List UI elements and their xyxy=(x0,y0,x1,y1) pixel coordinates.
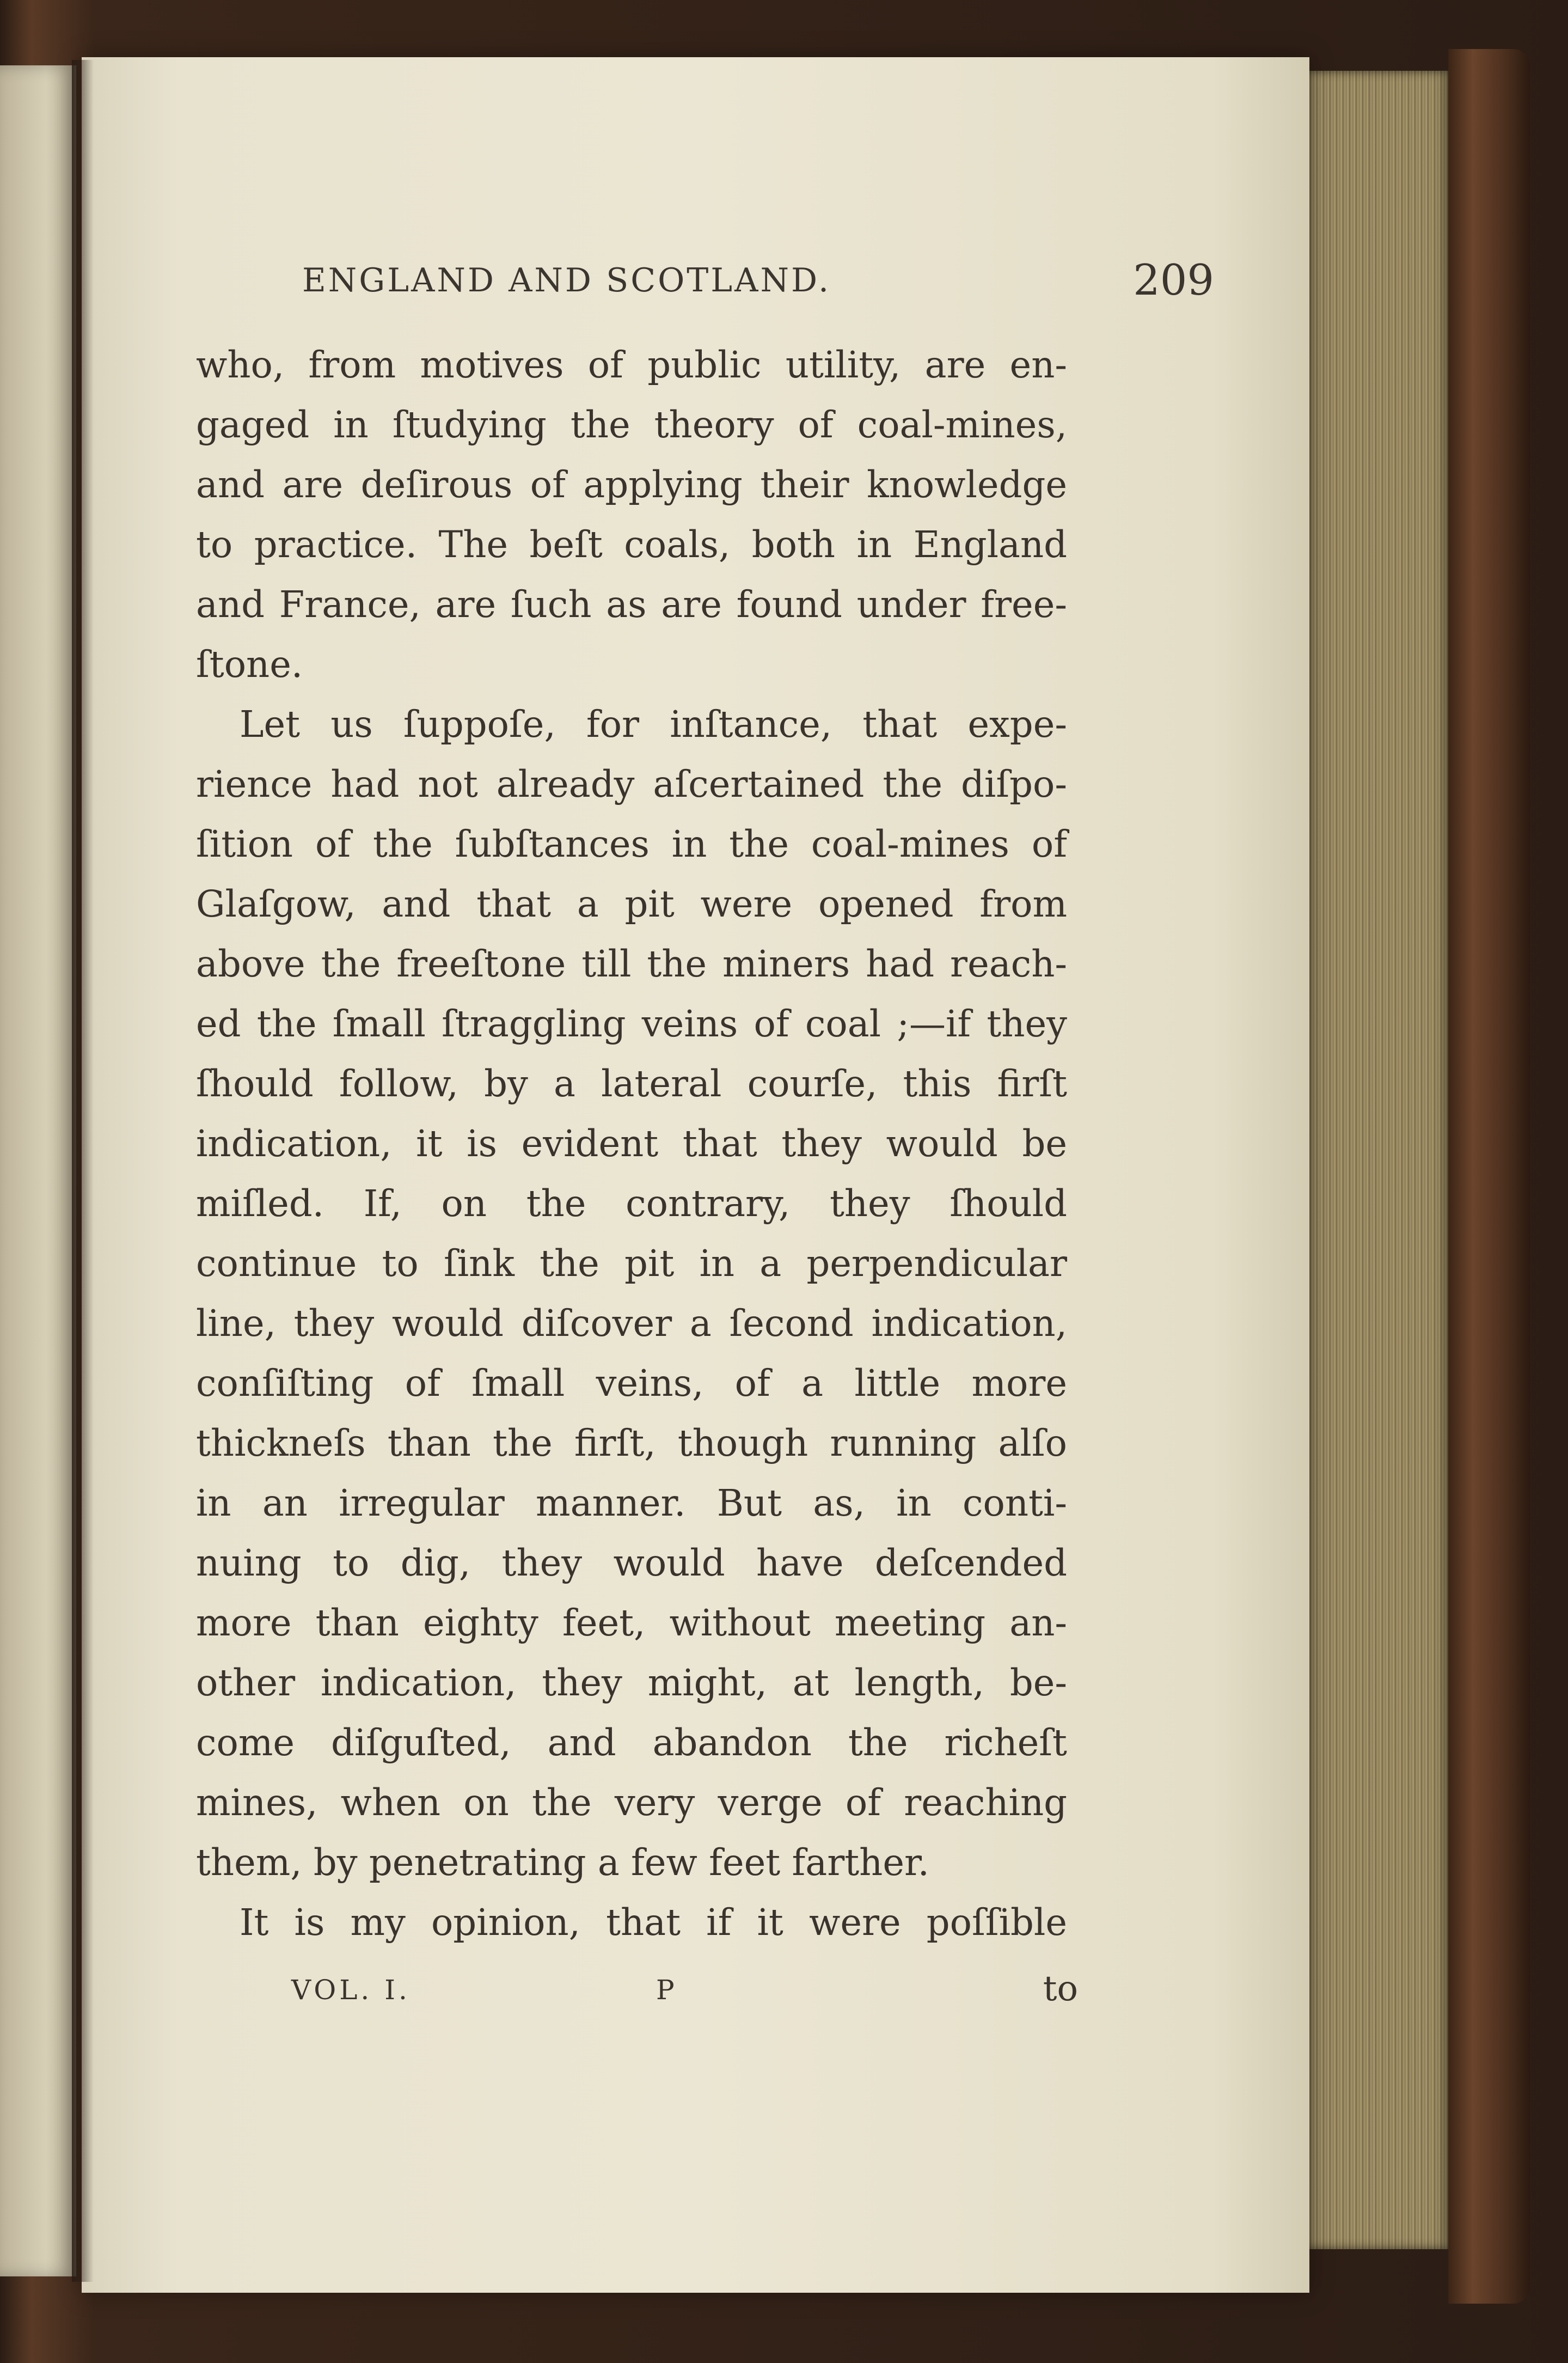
text-line: line, they would diſcover a ſecond indication, xyxy=(196,1302,1067,1345)
text-line: Let us ſuppoſe, for inſtance, that expe- xyxy=(240,703,1067,746)
text-line: Glaſgow, and that a pit were opened from xyxy=(196,883,1067,925)
gathering-mark: P xyxy=(656,1974,675,2006)
text-line: thickneſs than the firſt, though running alſo xyxy=(196,1422,1067,1464)
text-line: them, by penetrating a few feet farther. xyxy=(196,1841,929,1884)
volume-signature: VOL. I. xyxy=(291,1974,411,2006)
text-line: ſition of the ſubſtances in the coal-mines of xyxy=(196,823,1067,865)
text-line: ed the ſmall ſtraggling veins of coal ;—if they xyxy=(196,1003,1067,1045)
text-line: come diſguſted, and abandon the richeſt xyxy=(196,1721,1067,1764)
text-line: and are deſirous of applying their knowledge xyxy=(196,463,1067,506)
catchword: to xyxy=(1043,1969,1078,2009)
text-line: ſhould follow, by a lateral courſe, this firſt xyxy=(196,1063,1067,1105)
text-line: mines, when on the very verge of reaching xyxy=(196,1781,1067,1824)
text-line: miſled. If, on the contrary, they ſhould xyxy=(196,1182,1067,1225)
text-line: ſtone. xyxy=(196,643,303,686)
text-line: and France, are ſuch as are found under free- xyxy=(196,583,1067,626)
spine-gutter xyxy=(72,60,94,2282)
book-cover-edge xyxy=(1448,49,1530,2304)
page-number: 209 xyxy=(1133,256,1214,305)
text-line: continue to ſink the pit in a perpendicular xyxy=(196,1242,1067,1285)
text-line: gaged in ſtudying the theory of coal-mines, xyxy=(196,404,1067,446)
text-line: to practice. The beſt coals, both in England xyxy=(196,523,1067,566)
left-page-edge xyxy=(0,65,76,2276)
body-text xyxy=(196,335,1067,1952)
text-line: rience had not already aſcertained the diſpo- xyxy=(196,763,1067,805)
running-head xyxy=(302,256,1239,316)
text-line: conſiſting of ſmall veins, of a little more xyxy=(196,1362,1067,1405)
text-line: more than eighty feet, without meeting an- xyxy=(196,1602,1067,1644)
text-line: indication, it is evident that they would be xyxy=(196,1122,1067,1165)
page-block-edges xyxy=(1304,71,1448,2249)
text-line: in an irregular manner. But as, in conti- xyxy=(196,1482,1067,1524)
text-line: nuing to dig, they would have deſcended xyxy=(196,1542,1067,1584)
text-line: It is my opinion, that if it were poſſible xyxy=(240,1901,1067,1944)
text-line: above the freeſtone till the miners had reach- xyxy=(196,943,1067,985)
page-footer xyxy=(291,1969,1078,2018)
text-line: other indication, they might, at length, be- xyxy=(196,1662,1067,1704)
running-title: ENGLAND AND SCOTLAND. xyxy=(302,261,831,300)
text-line: who, from motives of public utility, are en- xyxy=(196,344,1067,386)
